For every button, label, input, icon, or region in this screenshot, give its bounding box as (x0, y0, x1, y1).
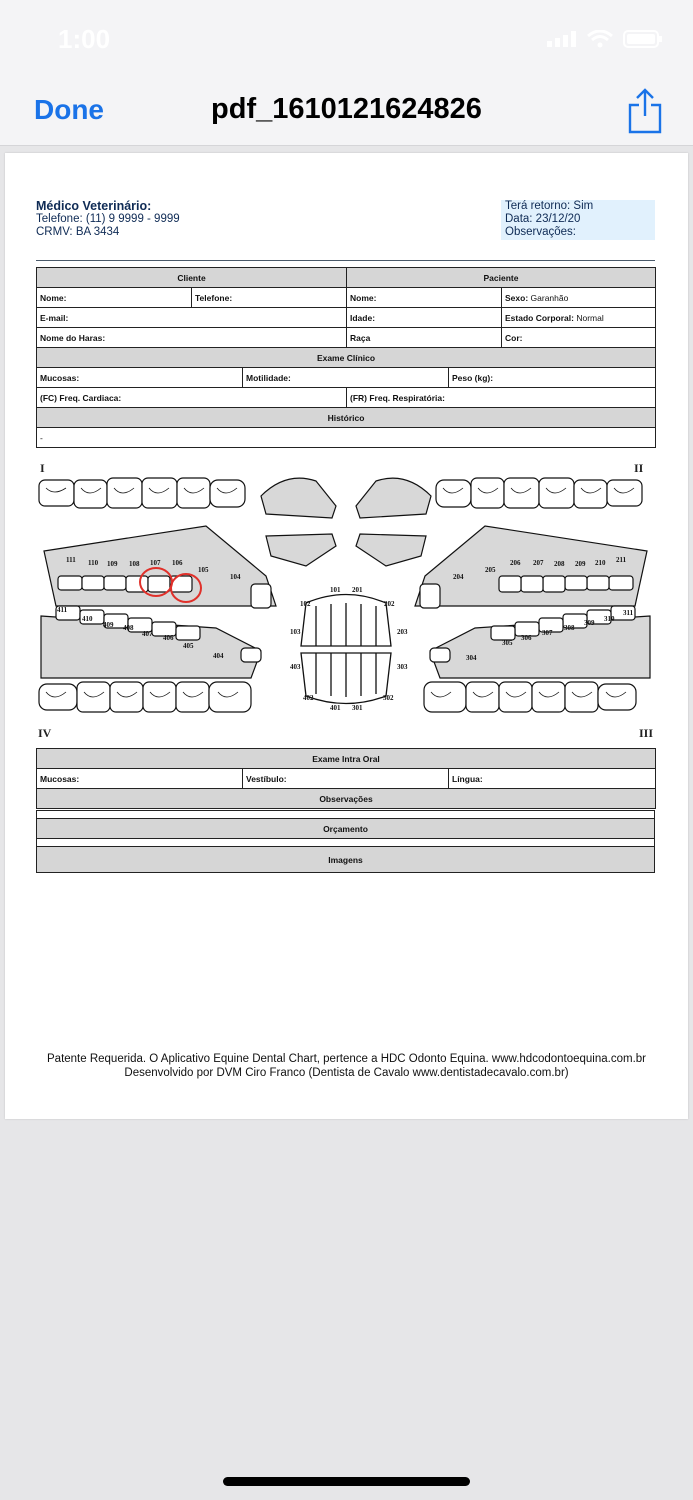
return-date: Data: 23/12/20 (505, 213, 581, 225)
dental-chart (36, 456, 655, 741)
tooth-number: 306 (521, 634, 532, 642)
tooth-number: 204 (453, 573, 464, 581)
tooth-number: 404 (213, 652, 224, 660)
tooth-number: 101 (330, 586, 341, 594)
observations-header: Observações (37, 789, 656, 809)
pdf-page (5, 153, 688, 1119)
tooth-number: 303 (397, 663, 408, 671)
vet-info (36, 200, 180, 239)
budget-table (36, 810, 655, 873)
patient-name-field: Nome: (347, 288, 502, 308)
tooth-number: 211 (616, 556, 627, 564)
tooth-number: 202 (384, 600, 395, 608)
return-observations: Observações: (505, 226, 576, 238)
respiratory-rate-field: (FR) Freq. Respiratória: (347, 388, 656, 408)
tooth-number: 103 (290, 628, 301, 636)
tooth-number: 310 (604, 615, 615, 623)
patient-section-header: Paciente (347, 268, 656, 288)
mucosas-field: Mucosas: (37, 368, 243, 388)
status-time: 1:00 (58, 24, 111, 54)
sex-value: Garanhão (530, 292, 569, 303)
quadrant-label-iii: III (639, 726, 654, 740)
client-section-header: Cliente (37, 268, 347, 288)
tooth-number: 406 (163, 634, 174, 642)
client-email-field: E-mail: (37, 308, 347, 328)
tooth-number: 109 (107, 560, 118, 568)
tooth-number: 308 (564, 624, 575, 632)
tooth-number: 107 (150, 559, 161, 567)
tooth-number: 304 (466, 654, 477, 662)
quadrant-label-ii: II (634, 461, 644, 475)
tooth-number: 307 (542, 629, 553, 637)
quadrant-label-i: I (40, 461, 45, 475)
history-header: Histórico (37, 408, 656, 428)
tooth-number: 206 (510, 559, 521, 567)
body-condition-value: Normal (576, 312, 604, 323)
footer-line-1: Patente Requerida. O Aplicativo Equine Dental Chart, pertence a HDC Odonto Equina. www.hdcodontoequina.com.br (47, 1053, 646, 1065)
tooth-number: 301 (352, 704, 363, 712)
tooth-number: 403 (290, 663, 301, 671)
tooth-number: 409 (103, 621, 114, 629)
home-indicator[interactable] (223, 1477, 470, 1486)
quadrant-label-iv: IV (38, 726, 52, 740)
done-button[interactable]: Done (34, 94, 104, 125)
status-bar (0, 0, 693, 80)
share-icon[interactable] (627, 88, 663, 134)
tooth-number: 209 (575, 560, 586, 568)
tooth-number: 208 (554, 560, 565, 568)
vet-label: Médico Veterinário: (36, 199, 152, 213)
document-footer (5, 1052, 688, 1080)
tooth-number: 311 (623, 609, 634, 617)
tooth-number: 106 (172, 559, 183, 567)
vet-phone: Telefone: (11) 9 9999 - 9999 (36, 213, 180, 225)
body-condition-label: Estado Corporal: (505, 312, 574, 323)
tooth-number: 105 (198, 566, 209, 574)
client-phone-field: Telefone: (192, 288, 347, 308)
sex-label: Sexo: (505, 292, 529, 303)
tooth-number: 108 (129, 560, 140, 568)
weight-field: Peso (kg): (449, 368, 656, 388)
tooth-number: 408 (123, 624, 134, 632)
history-value: - (37, 428, 656, 448)
tongue-field: Língua: (449, 769, 656, 789)
haras-name-field: Nome do Haras: (37, 328, 347, 348)
tooth-number: 205 (485, 566, 496, 574)
intra-mucosas-field: Mucosas: (37, 769, 243, 789)
tooth-number: 305 (502, 639, 513, 647)
tooth-number: 210 (595, 559, 606, 567)
tooth-number: 102 (300, 600, 311, 608)
heart-rate-field: (FC) Freq. Cardiaca: (37, 388, 347, 408)
images-header: Imagens (37, 847, 655, 873)
cellular-icon (547, 31, 577, 47)
tooth-number: 201 (352, 586, 363, 594)
tooth-number: 402 (303, 694, 314, 702)
tooth-number: 203 (397, 628, 408, 636)
client-patient-table (36, 267, 656, 348)
nav-bar (0, 80, 693, 146)
document-title: pdf_1610121624826 (211, 93, 482, 125)
color-field: Cor: (502, 328, 656, 348)
tooth-number: 207 (533, 559, 544, 567)
vitals-table (36, 387, 656, 448)
tooth-number: 410 (82, 615, 93, 623)
tooth-number: 401 (330, 704, 341, 712)
breed-field: Raça (347, 328, 502, 348)
tooth-number: 407 (142, 630, 153, 638)
tooth-number: 110 (88, 559, 99, 567)
tooth-number: 104 (230, 573, 241, 581)
patient-sex-field (502, 288, 656, 308)
body-condition-field (502, 308, 656, 328)
tooth-number: 309 (584, 619, 595, 627)
footer-line-2: Desenvolvido por DVM Ciro Franco (Dentista de Cavalo www.dentistadecavalo.com.br) (124, 1067, 569, 1079)
tooth-numbers (36, 456, 655, 741)
intra-oral-table (36, 748, 656, 809)
return-status: Terá retorno: Sim (505, 200, 594, 212)
clinical-exam-table (36, 347, 656, 388)
vet-crmv: CRMV: BA 3434 (36, 226, 120, 238)
patient-age-field: Idade: (347, 308, 502, 328)
budget-body (37, 839, 655, 847)
intra-oral-header: Exame Intra Oral (37, 749, 656, 769)
return-info-box (501, 200, 655, 240)
vestibule-field: Vestíbulo: (243, 769, 449, 789)
client-name-field: Nome: (37, 288, 192, 308)
clinical-exam-header: Exame Clínico (37, 348, 656, 368)
wifi-icon (587, 30, 613, 48)
header-divider (36, 260, 655, 261)
observations-body (37, 811, 655, 819)
motility-field: Motilidade: (243, 368, 449, 388)
status-icons (547, 30, 663, 48)
tooth-number: 405 (183, 642, 194, 650)
budget-header: Orçamento (37, 819, 655, 839)
tooth-number: 111 (66, 556, 76, 564)
tooth-number: 302 (383, 694, 394, 702)
battery-icon (623, 30, 663, 48)
tooth-number: 411 (57, 606, 68, 614)
